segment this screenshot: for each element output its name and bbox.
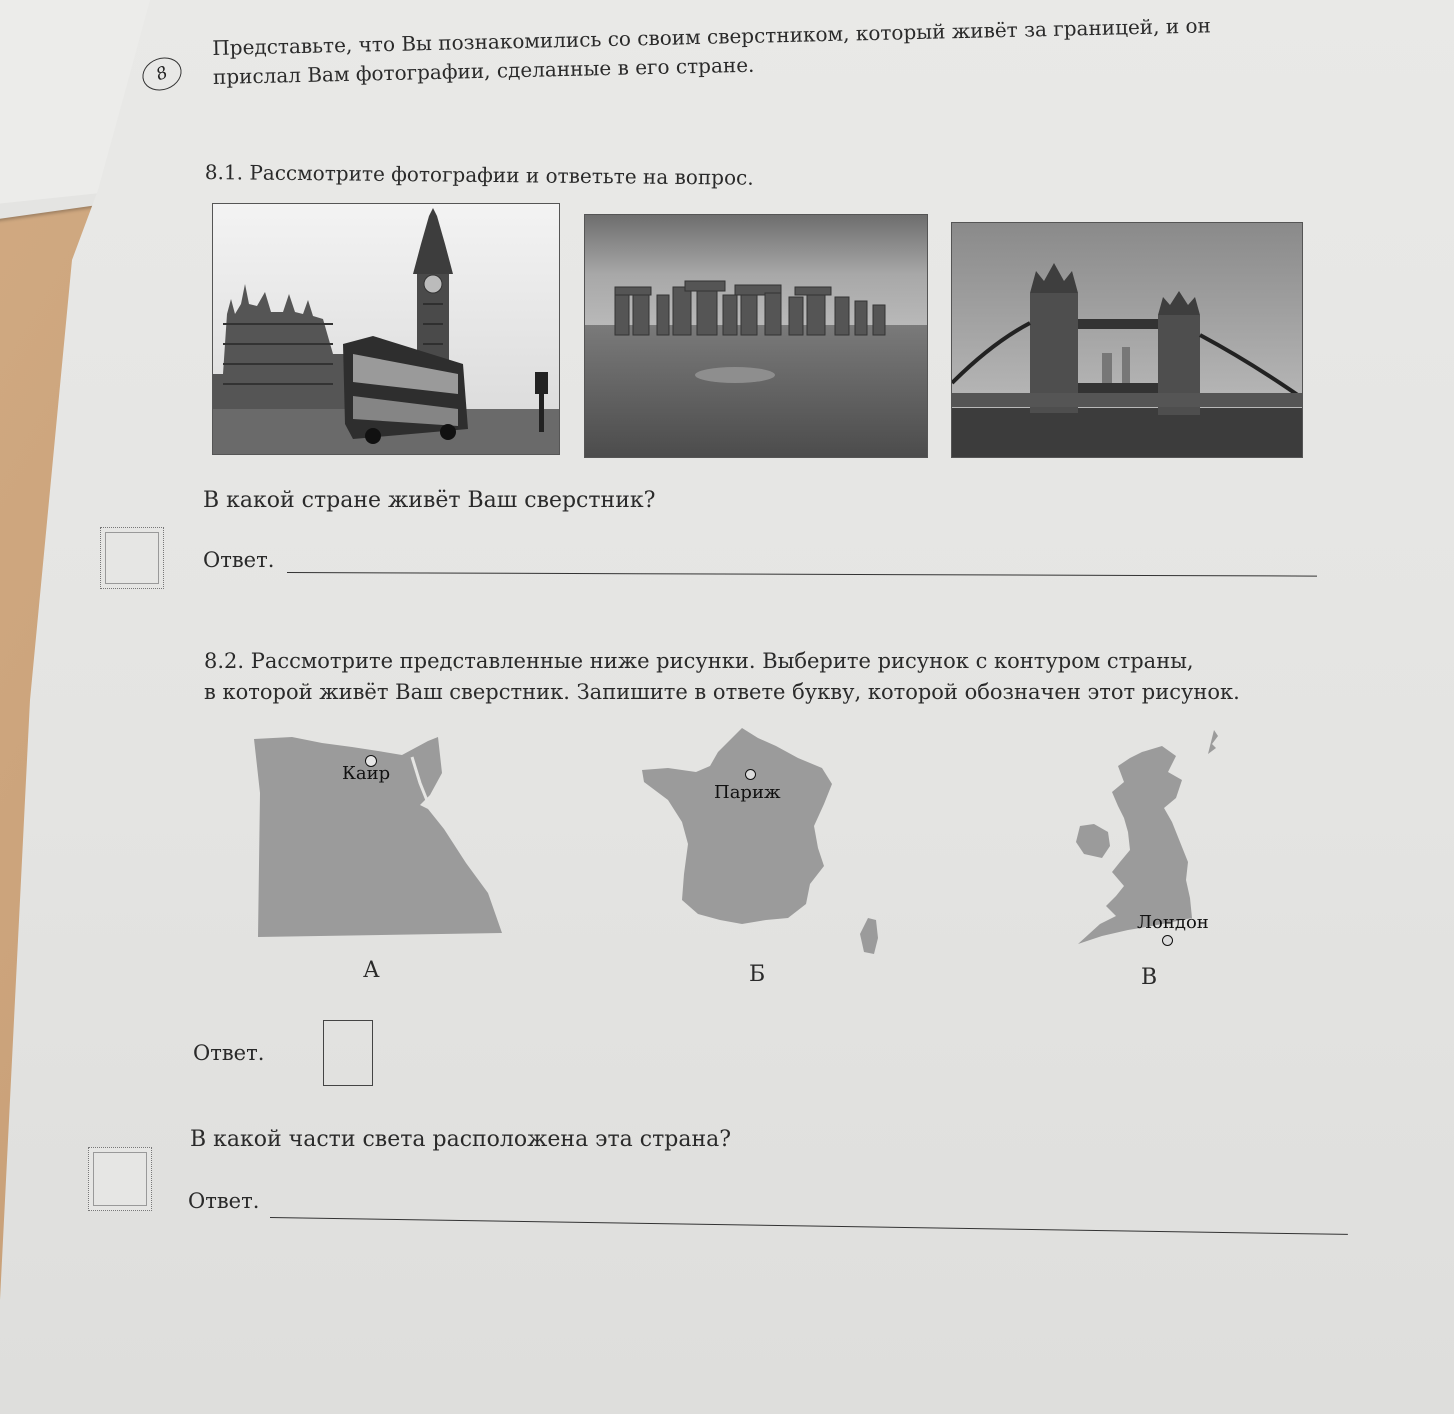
part-8-2-line-1: 8.2. Рассмотрите представленные ниже рисунки. Выберите рисунок с контуром страны, bbox=[204, 649, 1194, 673]
part-8-2-instructions bbox=[204, 646, 1316, 708]
answer-label: Ответ. bbox=[188, 1189, 260, 1213]
tower-bridge-photo bbox=[951, 222, 1303, 458]
map-letter-v: В bbox=[1141, 965, 1158, 990]
uk-capital-label: Лондон bbox=[1137, 912, 1209, 933]
answer-label: Ответ. bbox=[193, 1041, 265, 1065]
task-intro-line-1: Представьте, что Вы познакомились со своим сверстником, который живёт за границей, и он bbox=[212, 13, 1212, 60]
france-capital-dot bbox=[745, 769, 756, 780]
uk-capital-dot bbox=[1162, 935, 1173, 946]
score-box bbox=[88, 1147, 152, 1211]
score-box-inner bbox=[93, 1152, 147, 1206]
big-ben-bus-photo bbox=[212, 203, 560, 455]
part-8-1-question: В какой стране живёт Ваш сверстник? bbox=[203, 488, 656, 513]
score-box-inner bbox=[105, 532, 159, 584]
map-letter-b: Б bbox=[749, 962, 766, 987]
task-number-badge: 8 bbox=[138, 52, 187, 96]
france-outline-map bbox=[638, 724, 884, 956]
task-intro-line-2: прислал Вам фотографии, сделанные в его стране. bbox=[212, 52, 755, 89]
part-8-1-heading: 8.1. Рассмотрите фотографии и ответьте на вопрос. bbox=[204, 160, 754, 190]
map-letter-a: А bbox=[363, 958, 380, 983]
part-8-2-question: В какой части света расположена эта страна? bbox=[190, 1127, 732, 1152]
stonehenge-photo bbox=[584, 214, 928, 458]
egypt-capital-label: Каир bbox=[342, 763, 391, 784]
answer-label: Ответ. bbox=[203, 548, 275, 572]
part-8-2-line-2: в которой живёт Ваш сверстник. Запишите в ответе букву, которой обозначен этот рисунок. bbox=[204, 680, 1240, 704]
france-capital-label: Париж bbox=[714, 782, 781, 803]
score-box bbox=[100, 527, 164, 589]
answer-letter-box[interactable] bbox=[323, 1020, 373, 1086]
